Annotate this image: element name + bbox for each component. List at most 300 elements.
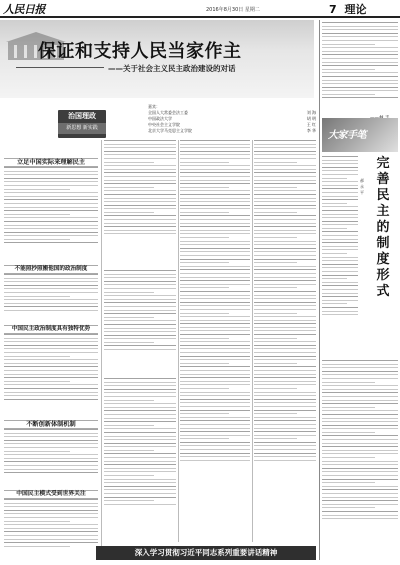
text-line [254,244,316,245]
text-line [254,323,316,324]
text-line [322,443,398,444]
text-line [322,58,398,59]
text-line [104,144,176,145]
text-line [254,402,316,403]
text-line [104,328,176,329]
text-line [4,285,98,286]
text-line [180,428,250,429]
text-line [104,443,176,444]
text-line [4,524,98,525]
text-line [180,277,250,278]
text-line [4,296,70,297]
text-line [322,493,398,494]
text-line [322,181,358,182]
text-line [254,269,316,270]
guest-name: 李 华 [306,128,316,133]
text-line [4,210,98,211]
text-line [4,517,98,518]
text-line [322,47,398,48]
text-line [322,425,398,426]
text-line [104,306,176,307]
text-line [254,162,297,163]
text-line [4,513,98,514]
text-line [254,456,316,457]
text-line [254,431,316,432]
text-line [180,144,250,145]
text-line [104,461,176,462]
text-line [322,51,398,52]
text-line [322,418,398,419]
text-line [254,226,316,227]
text-line [322,428,398,429]
text-line [104,288,176,289]
text-line [104,198,176,199]
sidebar-author: 郝永平 [360,178,364,195]
text-line [104,403,176,404]
text-line [104,349,176,350]
text-line [322,400,398,401]
sidebar-divider [319,20,320,560]
text-line [4,292,98,293]
text-line [180,233,250,234]
text-line [104,233,176,234]
text-line [180,320,250,321]
text-line [104,277,176,278]
text-line [322,382,375,383]
text-line [104,342,154,343]
text-line [180,395,250,396]
text-line [180,190,250,191]
text-line [322,76,398,77]
text-line [180,237,229,238]
sidebar-text-block [322,156,358,356]
text-line [104,471,176,472]
text-line [254,255,316,256]
text-line [322,235,358,236]
text-line [4,348,98,349]
text-line [4,395,98,396]
text-line [322,360,398,361]
text-line [104,428,176,429]
text-line [104,310,176,311]
issue-date: 2016年8月30日 星期二 [206,7,260,13]
text-line [4,217,98,218]
text-line [254,230,316,231]
text-line [4,185,98,186]
text-line [104,154,176,155]
text-line [180,456,250,457]
text-line [254,392,316,393]
article-text-block [4,499,98,561]
logo-line2: 新思想 新实践 [58,123,106,134]
text-line [104,158,176,159]
text-line [322,94,375,95]
text-line [322,174,358,175]
text-line [180,194,250,195]
text-line [4,278,98,279]
text-line [104,270,176,271]
text-line [322,461,398,462]
text-line [104,453,176,454]
text-line [104,230,176,231]
text-line [254,384,316,385]
text-line [4,352,98,353]
campaign-banner: 深入学习贯彻习近平同志系列重要讲话精神 [96,546,316,560]
text-line [254,212,297,213]
text-line [322,275,358,276]
guest-list [148,104,316,134]
text-line [104,335,176,336]
text-line [322,371,398,372]
text-line [4,242,98,243]
article-text-block [104,378,176,538]
text-line [4,366,98,367]
text-line [4,539,98,540]
guest-role: 北京大学马克思主义学院 [148,128,192,133]
text-line [322,364,398,365]
text-line [104,165,176,166]
text-line [322,29,398,30]
article-text-block [254,140,316,540]
text-line [180,273,250,274]
text-line [104,432,176,433]
text-line [180,438,229,439]
text-line [322,40,398,41]
text-line [180,298,250,299]
text-line [4,341,98,342]
text-line [4,429,98,430]
text-line [254,187,297,188]
sidebar-text-block [322,360,398,560]
text-line [322,432,375,433]
sidebar-article-title: 完善民主的制度形式 [376,156,390,299]
text-line [180,230,250,231]
text-line [254,251,316,252]
text-line [322,385,398,386]
text-line [104,169,176,170]
text-line [104,479,176,480]
text-line [180,215,250,216]
text-line [254,341,316,342]
text-line [180,424,250,425]
text-line [322,457,375,458]
text-line [4,510,98,511]
sidebar-text-block [322,22,398,112]
text-line [180,158,250,159]
text-line [180,338,229,339]
text-line [4,433,98,434]
text-line [104,162,154,163]
text-line [104,385,176,386]
text-line [104,284,176,285]
text-line [322,471,398,472]
text-line [180,435,250,436]
text-line [180,208,250,209]
text-line [322,453,398,454]
text-line [4,377,98,378]
text-line [322,396,398,397]
text-line [322,482,375,483]
text-line [254,348,316,349]
text-line [4,338,98,339]
text-line [254,194,316,195]
text-line [322,65,398,66]
text-line [4,192,98,193]
text-line [104,292,154,293]
text-line [180,420,250,421]
text-line [254,374,316,375]
text-line [180,219,250,220]
text-line [322,163,358,164]
text-line [104,457,176,458]
text-line [104,223,176,224]
text-line [4,171,98,172]
text-line [180,287,229,288]
text-line [254,280,316,281]
text-line [180,345,250,346]
text-line [322,44,375,45]
text-line [4,221,98,222]
logo-line1: 治国理政 [68,112,96,120]
header-rule [0,16,400,18]
text-line [104,439,176,440]
text-line [104,378,176,379]
text-line [254,395,316,396]
text-line [180,255,250,256]
text-line [104,389,176,390]
text-line [4,203,98,204]
text-line [4,310,98,311]
text-line [4,299,98,300]
text-line [180,183,250,184]
text-line [180,140,250,141]
text-line [254,140,316,141]
article-text-block [4,274,98,322]
text-line [180,370,250,371]
text-line [4,506,98,507]
text-line [254,313,297,314]
article-text-block [104,140,176,260]
text-line [322,185,358,186]
text-line [254,305,316,306]
section-name: 理论 [344,3,367,16]
text-line [322,271,358,272]
text-line [104,147,176,148]
text-line [104,180,176,181]
text-line [322,203,347,204]
text-line [322,231,358,232]
text-line [254,320,316,321]
text-line [180,316,250,317]
text-line [104,468,176,469]
text-line [322,464,398,465]
text-line [322,303,347,304]
text-line [4,458,98,459]
text-line [322,156,358,157]
text-line [254,410,316,411]
text-line [180,334,250,335]
text-line [322,486,398,487]
text-line [254,366,316,367]
text-line [4,274,98,275]
text-line [322,500,398,501]
text-line [254,377,316,378]
text-line [104,201,176,202]
text-line [180,226,250,227]
text-line [322,83,398,84]
text-line [322,36,398,37]
text-line [322,293,358,294]
text-line [254,406,316,407]
text-line [4,288,98,289]
text-line [180,359,250,360]
text-line [322,260,358,261]
text-line [322,242,358,243]
text-line [180,165,250,166]
text-line [4,465,98,466]
text-line [322,206,358,207]
text-line [104,205,176,206]
text-line [104,320,176,321]
text-line [180,323,250,324]
text-line [4,235,98,236]
text-line [180,352,250,353]
text-line [4,531,98,532]
text-line [322,511,398,512]
text-line [180,374,250,375]
text-line [322,479,398,480]
text-line [254,428,316,429]
text-line [322,210,358,211]
text-line [180,309,250,310]
text-line [180,172,250,173]
text-line [104,226,176,227]
text-line [322,188,358,189]
text-line [322,314,358,315]
text-line [180,169,250,170]
text-line [322,249,358,250]
text-line [322,311,358,312]
text-line [322,221,358,222]
text-line [104,317,154,318]
text-line [180,313,229,314]
text-line [180,248,250,249]
article-text-block [4,167,98,263]
text-line [322,253,347,254]
text-line [254,359,316,360]
text-line [322,446,398,447]
text-line [180,348,250,349]
text-line [254,442,316,443]
text-line [322,192,358,193]
text-line [4,178,98,179]
text-line [254,205,316,206]
text-line [104,425,154,426]
text-line [254,424,316,425]
article-text-block [4,429,98,487]
text-line [322,296,358,297]
text-line [180,453,250,454]
text-line [254,420,316,421]
text-line [254,241,316,242]
text-line [4,535,98,536]
text-line [4,370,98,371]
text-line [322,33,398,34]
text-line [4,196,98,197]
text-line [254,215,316,216]
text-line [104,489,176,490]
page-number-section [329,1,367,17]
text-line [322,410,398,411]
text-line [180,205,250,206]
text-line [4,461,98,462]
text-line [180,381,250,382]
text-line [180,280,250,281]
guest-row [148,128,316,134]
text-line [4,232,98,233]
text-line [322,504,398,505]
text-line [180,212,229,213]
text-line [322,228,347,229]
text-line [254,180,316,181]
article-text-block [4,334,98,418]
text-line [104,172,176,173]
text-line [180,151,250,152]
text-line [180,410,250,411]
text-line [4,451,70,452]
text-line [322,475,398,476]
text-line [104,414,176,415]
text-line [180,449,250,450]
text-line [4,174,98,175]
text-line [104,176,176,177]
text-line [104,215,176,216]
text-line [322,389,398,390]
text-line [104,407,176,408]
text-line [4,345,98,346]
text-line [322,239,358,240]
text-line [254,169,316,170]
text-line [180,392,250,393]
text-line [254,298,316,299]
text-line [180,154,250,155]
text-line [4,359,98,360]
text-line [254,291,316,292]
text-line [4,214,70,215]
text-line [322,285,358,286]
text-line [322,435,398,436]
text-line [322,22,398,23]
text-line [322,69,375,70]
guest-role: 中国政法大学 [148,116,172,121]
text-line [104,313,176,314]
text-line [180,147,250,148]
text-line [180,244,250,245]
text-line [322,278,347,279]
text-line [180,162,229,163]
text-line [4,399,98,400]
text-line [180,445,250,446]
text-line [180,187,229,188]
text-line [4,281,98,282]
text-line [104,421,176,422]
text-line [104,208,176,209]
text-line [254,309,316,310]
text-line [104,500,154,501]
section-title-5: 中国民主模式受到世界关注 [4,490,98,499]
text-line [322,264,358,265]
text-line [4,207,98,208]
